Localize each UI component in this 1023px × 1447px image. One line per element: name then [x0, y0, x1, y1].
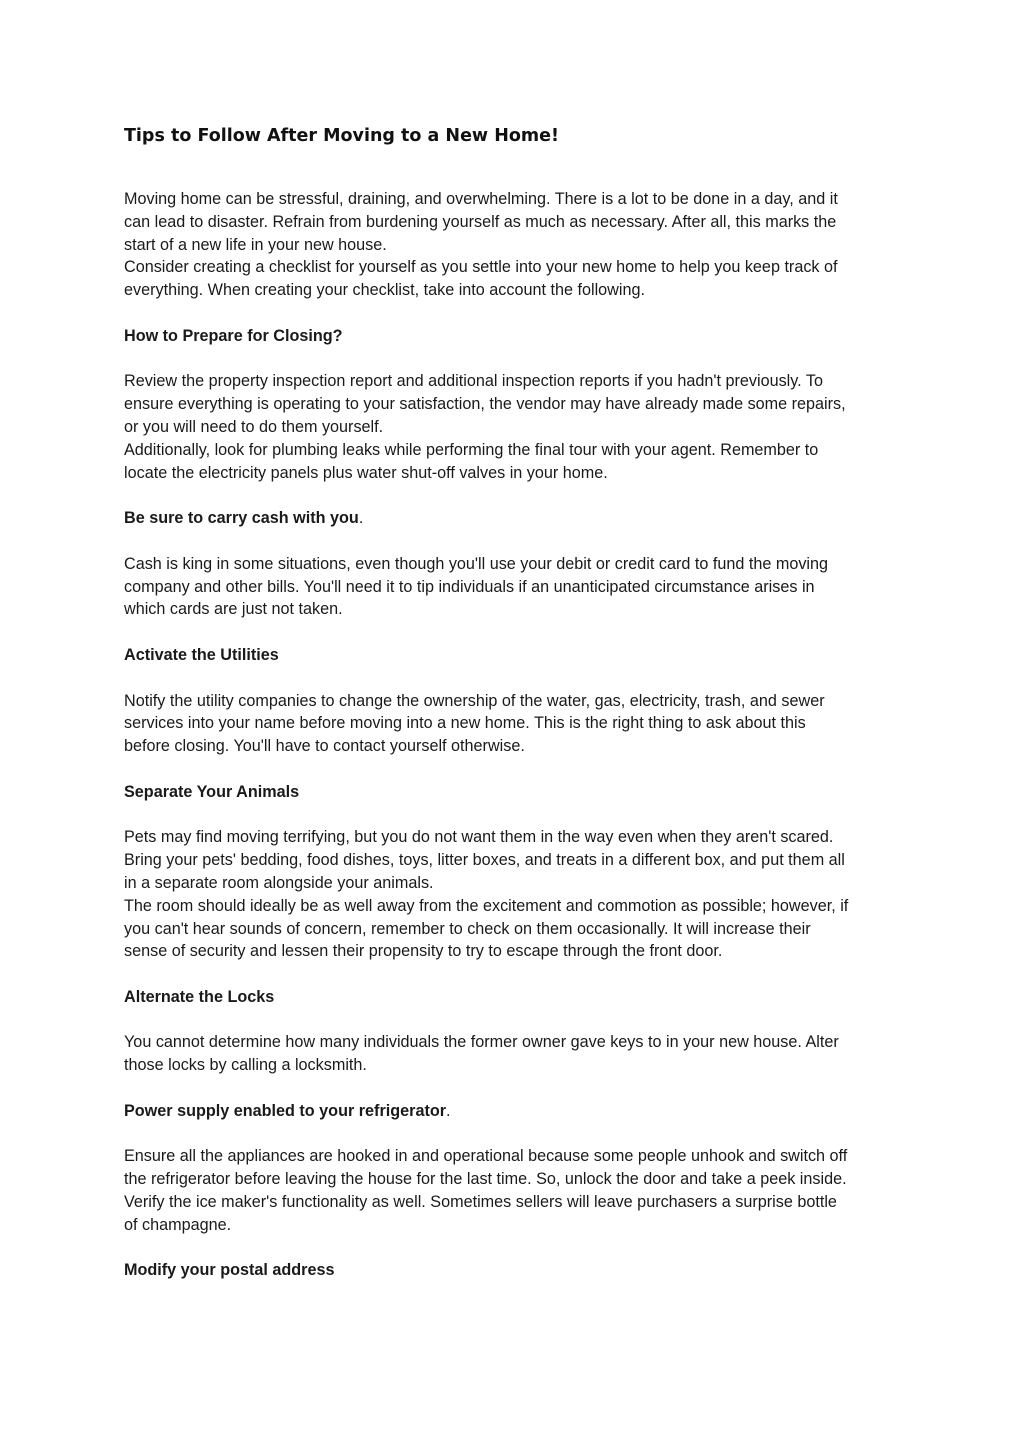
section-paragraph	[124, 1145, 904, 1236]
text-line: Additionally, look for plumbing leaks while performing the final tour with your agent. Remember to	[124, 440, 819, 459]
section-heading: Alternate the Locks	[124, 987, 275, 1006]
text-line: Bring your pets' bedding, food dishes, toys, litter boxes, and treats in a different box, and put them all	[124, 851, 845, 870]
text-line: those locks by calling a locksmith.	[124, 1056, 367, 1075]
text-line: in a separate room alongside your animals.	[124, 873, 434, 892]
intro-paragraph	[124, 256, 904, 302]
section-alternate-locks	[124, 986, 904, 1077]
text-line: everything. When creating your checklist, take into account the following.	[124, 281, 645, 300]
text-line: which cards are just not taken.	[124, 600, 343, 619]
section-paragraph	[124, 439, 904, 485]
text-line: the refrigerator before leaving the house for the last time. So, unlock the door and take a peek inside.	[124, 1170, 847, 1189]
section-heading: Separate Your Animals	[124, 782, 300, 801]
section-heading: Be sure to carry cash with you.	[124, 509, 364, 528]
section-heading: Power supply enabled to your refrigerator.	[124, 1101, 451, 1120]
text-line: Consider creating a checklist for yourself as you settle into your new home to help you keep track of	[124, 258, 838, 277]
text-line: sense of security and lessen their propensity to try to escape through the front door.	[124, 942, 723, 961]
text-line: Notify the utility companies to change the ownership of the water, gas, electricity, trash, and sewer	[124, 691, 825, 710]
text-line: Ensure all the appliances are hooked in and operational because some people unhook and switch off	[124, 1147, 848, 1166]
text-line: You cannot determine how many individuals the former owner gave keys to in your new house. Alter	[124, 1033, 839, 1052]
text-line: locate the electricity panels plus water shut-off valves in your home.	[124, 463, 608, 482]
section-paragraph	[124, 826, 904, 894]
section-paragraph	[124, 690, 904, 758]
text-line: Review the property inspection report and additional inspection reports if you hadn't previously. To	[124, 372, 823, 391]
section-separate-animals	[124, 781, 904, 963]
text-line: The room should ideally be as well away from the excitement and commotion as possible; however, if	[124, 896, 849, 915]
section-refrigerator	[124, 1100, 904, 1237]
section-postal-address	[124, 1259, 904, 1282]
intro-section	[124, 188, 904, 302]
text-line: can lead to disaster. Refrain from burdening yourself as much as necessary. After all, this marks the	[124, 212, 837, 231]
section-paragraph	[124, 553, 904, 621]
text-line: of champagne.	[124, 1215, 232, 1234]
intro-paragraph	[124, 188, 904, 256]
text-line: services into your name before moving into a new home. This is the right thing to ask about this	[124, 714, 806, 733]
section-paragraph	[124, 895, 904, 963]
text-line: or you will need to do them yourself.	[124, 417, 384, 436]
text-line: company and other bills. You'll need it to tip individuals if an unanticipated circumstance arises in	[124, 577, 815, 596]
text-line: Pets may find moving terrifying, but you do not want them in the way even when they aren't scared.	[124, 828, 834, 847]
section-prepare-closing	[124, 325, 904, 485]
section-heading: Modify your postal address	[124, 1261, 335, 1280]
text-line: before closing. You'll have to contact yourself otherwise.	[124, 737, 525, 756]
text-line: ensure everything is operating to your satisfaction, the vendor may have already made some repairs,	[124, 395, 846, 414]
section-carry-cash	[124, 507, 904, 621]
document-title: Tips to Follow After Moving to a New Home!	[124, 126, 559, 146]
section-heading: How to Prepare for Closing?	[124, 326, 343, 345]
section-paragraph	[124, 370, 904, 438]
text-line: Cash is king in some situations, even though you'll use your debit or credit card to fund the moving	[124, 554, 829, 573]
text-line: you can't hear sounds of concern, remember to check on them occasionally. It will increase their	[124, 919, 811, 938]
section-heading: Activate the Utilities	[124, 645, 279, 664]
text-line: Verify the ice maker's functionality as well. Sometimes sellers will leave purchasers a surprise bottle	[124, 1193, 837, 1212]
document-page	[124, 124, 904, 1282]
section-activate-utilities	[124, 644, 904, 758]
text-line: Moving home can be stressful, draining, and overwhelming. There is a lot to be done in a day, and it	[124, 190, 838, 208]
text-line: start of a new life in your new house.	[124, 235, 387, 254]
section-paragraph	[124, 1031, 904, 1077]
